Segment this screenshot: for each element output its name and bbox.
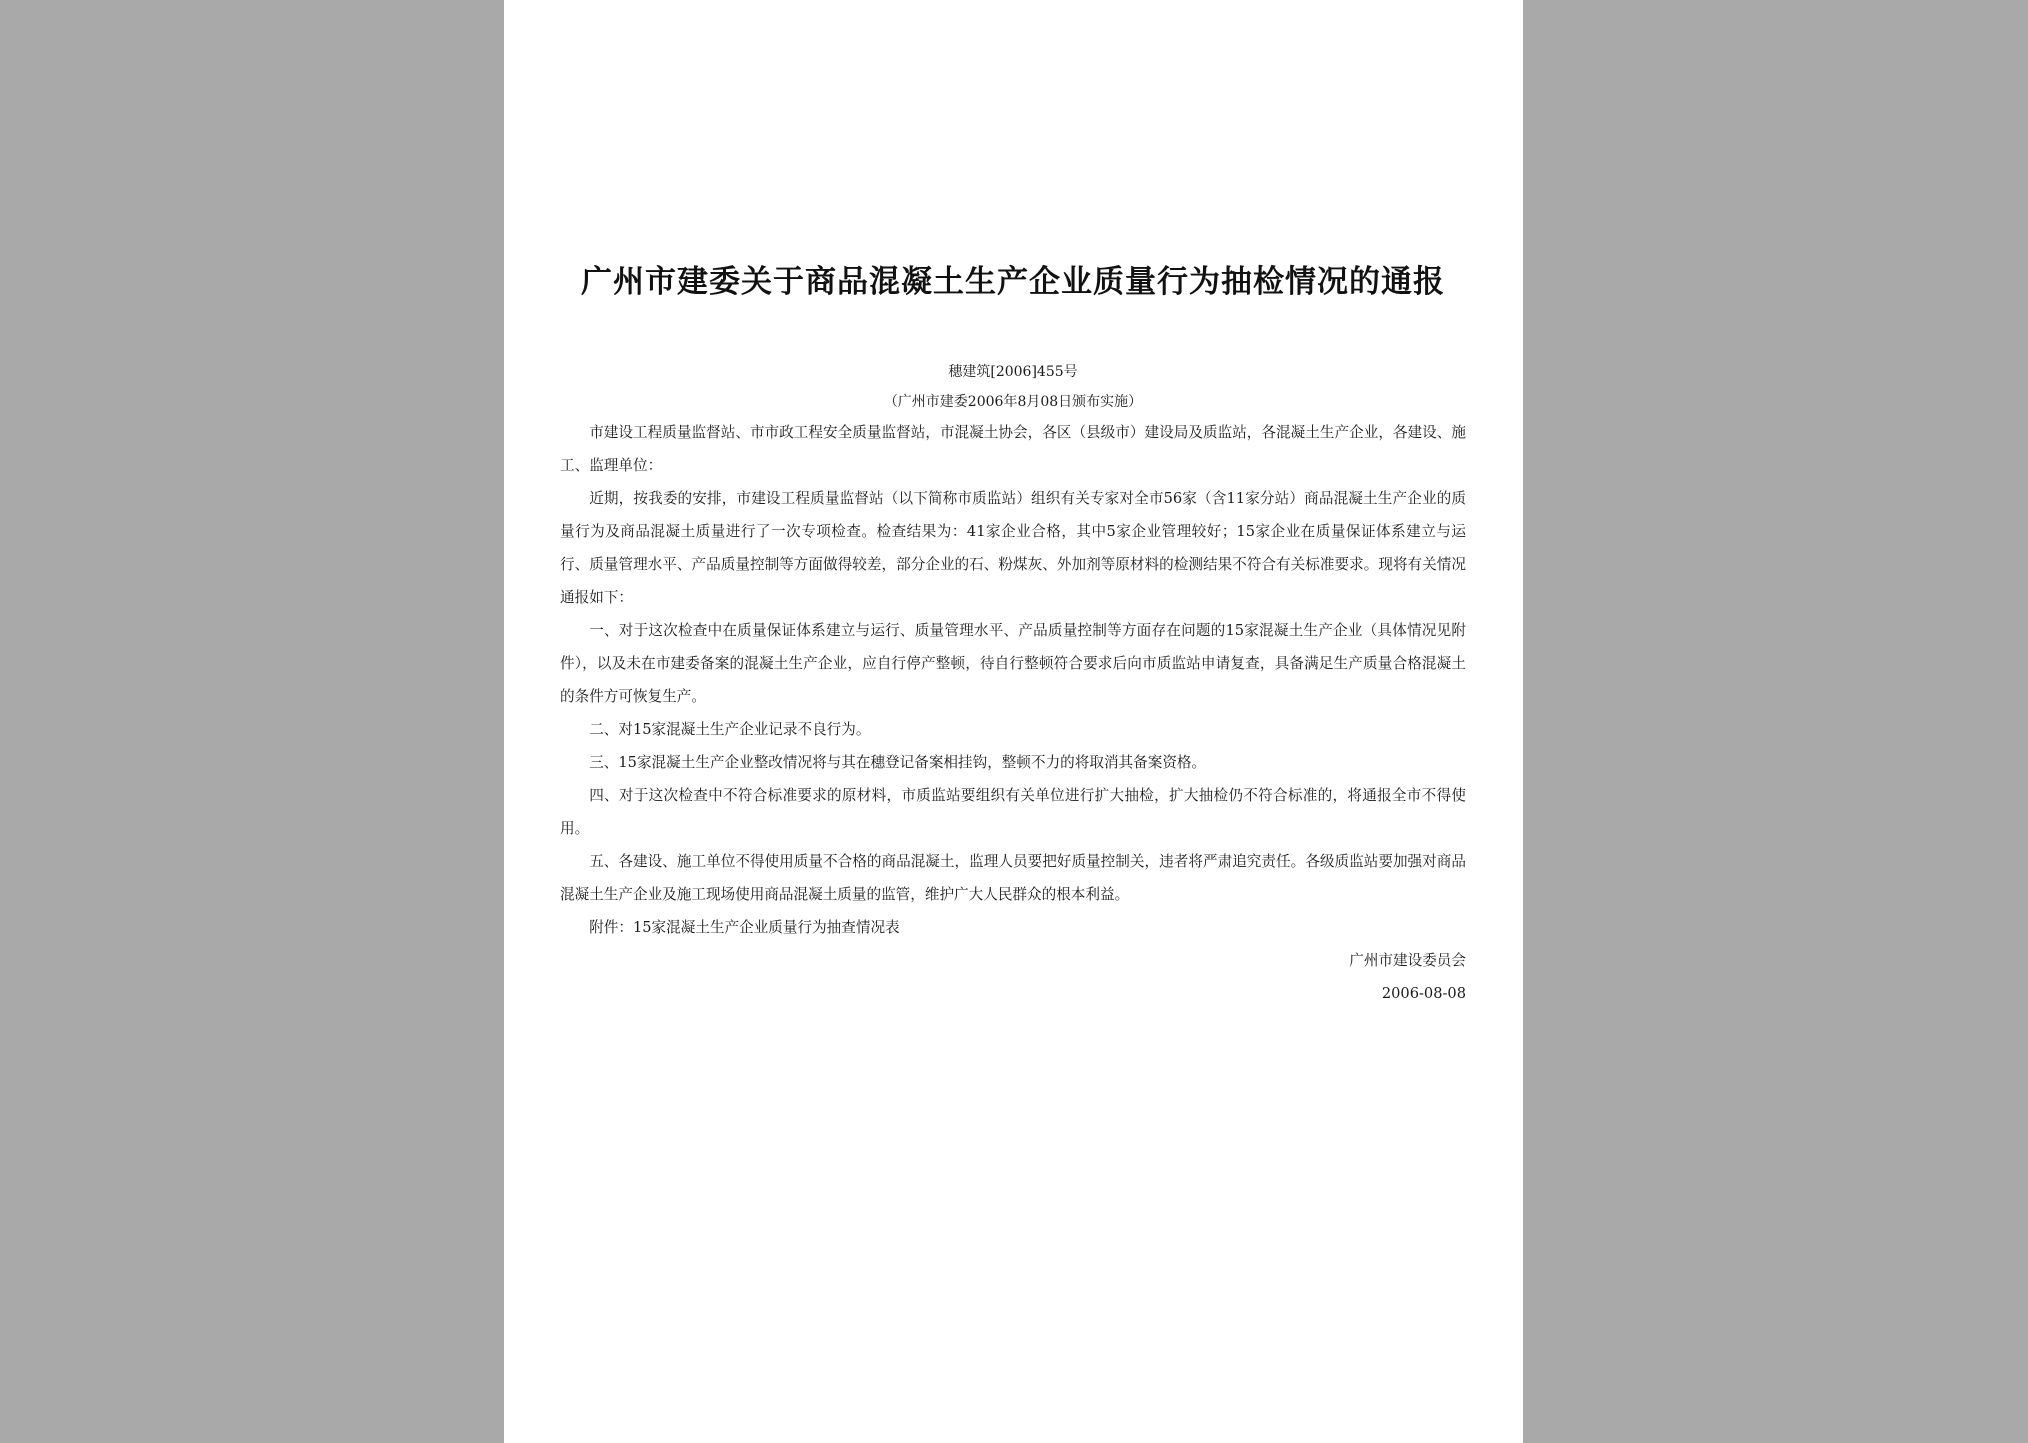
document-date: 2006-08-08 — [1381, 985, 1466, 1002]
paragraph-addressees: 市建设工程质量监督站、市市政工程安全质量监督站，市混凝土协会，各区（县级市）建设局及质监站，各混凝土生产企业，各建设、施工、监理单位： — [560, 424, 1466, 474]
document-number: 穗建筑[2006]455号 — [948, 364, 1078, 380]
document-body — [560, 416, 1466, 911]
attachment-note: 附件：15家混凝土生产企业质量行为抽查情况表 — [589, 919, 900, 936]
paragraph-item-1: 一、对于这次检查中在质量保证体系建立与运行、质量管理水平、产品质量控制等方面存在问题的15家混凝土生产企业（具体情况见附件），以及未在市建委备案的混凝土生产企业，应自行停产整顿，待自行整顿符合要求后向市质监站申请复查，具备满足生产质量合格混凝土的条件方可恢复生产。 — [560, 622, 1466, 705]
paragraph-item-3: 三、15家混凝土生产企业整改情况将与其在穗登记备案相挂钩，整顿不力的将取消其备案资格。 — [589, 754, 1207, 771]
paragraph-inspection-summary: 近期，按我委的安排，市建设工程质量监督站（以下简称市质监站）组织有关专家对全市56家（含11家分站）商品混凝土生产企业的质量行为及商品混凝土质量进行了一次专项检查。检查结果为：41家企业合格，其中5家企业管理较好；15家企业在质量保证体系建立与运行、质量管理水平、产品质量控制等方面做得较差，部分企业的石、粉煤灰、外加剂等原材料的检测结果不符合有关标准要求。现将有关情况通报如下： — [560, 490, 1466, 606]
paragraph-item-2: 二、对15家混凝土生产企业记录不良行为。 — [589, 721, 871, 738]
issued-note: （广州市建委2006年8月08日颁布实施） — [883, 394, 1143, 410]
document-page — [504, 0, 1523, 1443]
paragraph-item-4: 四、对于这次检查中不符合标准要求的原材料，市质监站要组织有关单位进行扩大抽检，扩大抽检仍不符合标准的，将通报全市不得使用。 — [560, 787, 1466, 837]
signatory: 广州市建设委员会 — [1349, 952, 1466, 969]
document-title: 广州市建委关于商品混凝土生产企业质量行为抽检情况的通报 — [581, 264, 1445, 300]
paragraph-item-5: 五、各建设、施工单位不得使用质量不合格的商品混凝土，监理人员要把好质量控制关，违者将严肃追究责任。各级质监站要加强对商品混凝土生产企业及施工现场使用商品混凝土质量的监管，维护广大人民群众的根本利益。 — [560, 853, 1466, 903]
page-content — [560, 262, 1466, 1010]
